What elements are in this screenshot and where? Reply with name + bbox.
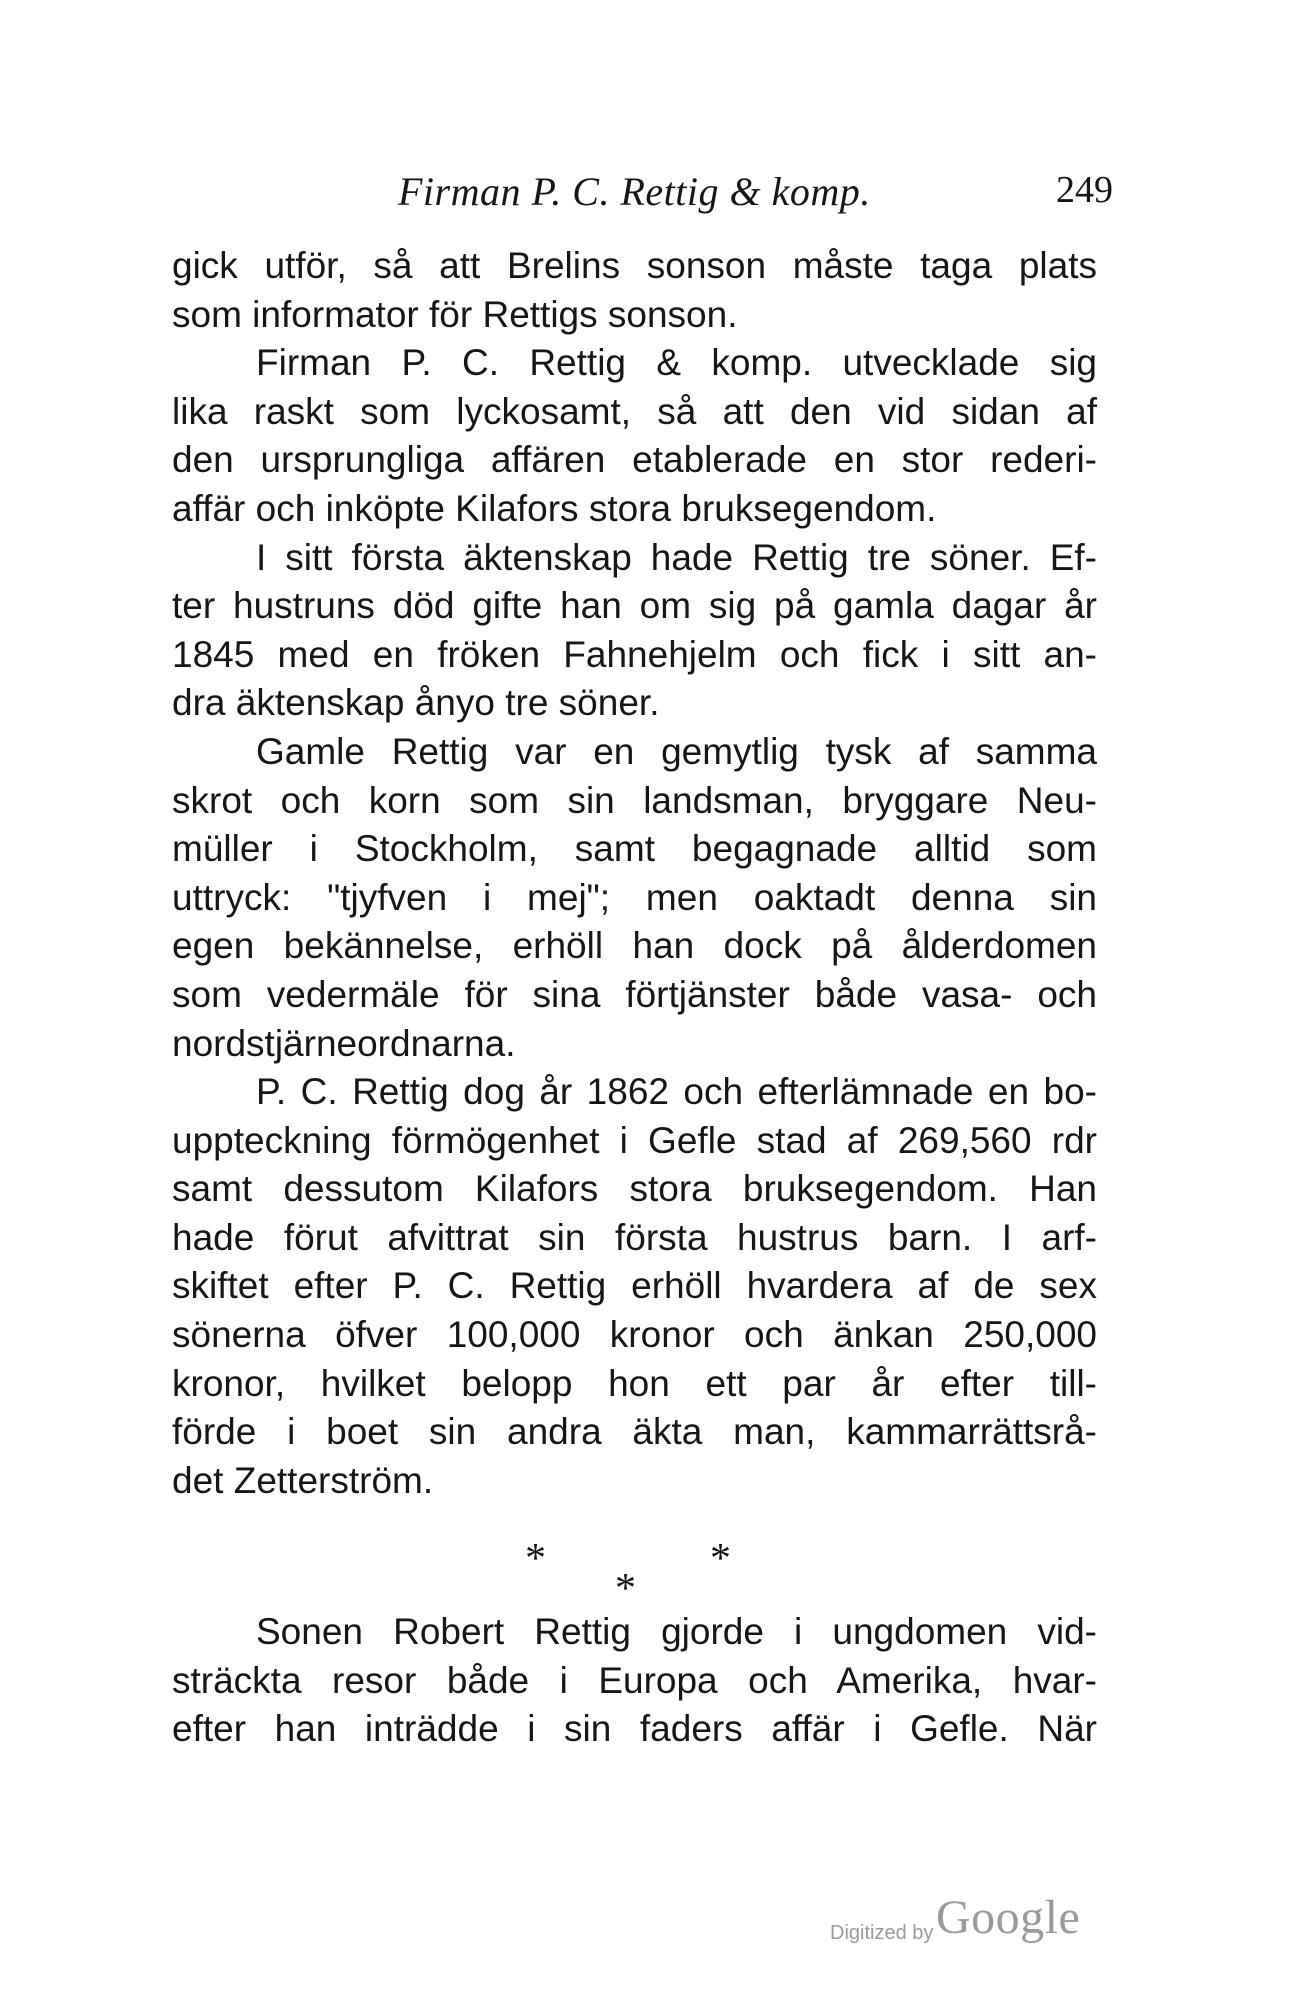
text-line: affär och inköpte Kilafors stora bruksegendom.: [172, 487, 937, 529]
text-line: Sonen Robert Rettig gjorde i ungdomen vid-: [256, 1611, 1097, 1652]
watermark-caption: Digitized by: [830, 1922, 934, 1944]
text-line: samt dessutom Kilafors stora bruksegendom. Han: [172, 1168, 1097, 1210]
page-header: [398, 168, 1113, 228]
text-line: efter han inträdde i sin faders affär i Gefle. När: [172, 1708, 1097, 1750]
page-number: 249: [1056, 169, 1113, 211]
digitized-watermark: [830, 1890, 1100, 1960]
text-line: P. C. Rettig dog år 1862 och efterlämnade en bo-: [256, 1071, 1097, 1113]
text-line: Gamle Rettig var en gemytlig tysk af samma: [256, 730, 1097, 772]
text-line: 1845 med en fröken Fahnehjelm och fick i sitt an-: [172, 633, 1097, 675]
text-line: uppteckning förmögenhet i Gefle stad af 269,560 rdr: [172, 1119, 1097, 1161]
text-line: det Zetterström.: [172, 1459, 434, 1501]
text-line: den ursprungliga affären etablerade en stor rederi-: [172, 439, 1097, 481]
text-line: som informator för Rettigs sonson.: [172, 293, 738, 335]
main-text: [172, 242, 1097, 1505]
text-line: ter hustruns död gifte han om sig på gamla dagar år: [172, 585, 1097, 627]
text-line: skiftet efter P. C. Rettig erhöll hvardera af de sex: [172, 1265, 1097, 1307]
text-line: sönerna öfver 100,000 kronor och änkan 250,000: [172, 1314, 1097, 1356]
text-line: som vedermäle för sina förtjänster både vasa- och: [172, 973, 1097, 1015]
text-line: skrot och korn som sin landsman, bryggare Neu-: [172, 779, 1097, 821]
text-line: lika raskt som lyckosamt, så att den vid sidan af: [172, 390, 1097, 432]
text-line: uttryck: "tjyfven i mej"; men oaktadt denna sin: [172, 876, 1097, 918]
asterisk: *: [615, 1566, 636, 1612]
text-line: I sitt första äktenskap hade Rettig tre söner. Ef-: [256, 536, 1097, 578]
text-line: Firman P. C. Rettig & komp. utvecklade sig: [256, 342, 1097, 384]
running-title: Firman P. C. Rettig & komp.: [398, 169, 871, 214]
text-line: dra äktenskap ånyo tre söner.: [172, 682, 660, 724]
text-line: kronor, hvilket belopp hon ett par år efter till-: [172, 1362, 1097, 1404]
main-text-continued: [172, 1608, 1097, 1754]
text-line: sträckta resor både i Europa och Amerika, hvar-: [172, 1659, 1097, 1701]
text-line: egen bekännelse, erhöll han dock på ålderdomen: [172, 925, 1097, 967]
asterisk: *: [525, 1536, 546, 1582]
text-line: hade förut afvittrat sin första hustrus barn. I arf-: [172, 1216, 1097, 1258]
text-line: nordstjärneordnarna.: [172, 1022, 516, 1064]
text-line: förde i boet sin andra äkta man, kammarrättsrå-: [172, 1411, 1097, 1453]
text-line: gick utför, så att Brelins sonson måste taga plats: [172, 245, 1097, 286]
google-logo: Google: [936, 1891, 1081, 1944]
text-line: müller i Stockholm, samt begagnade alltid som: [172, 828, 1097, 870]
asterisk: *: [710, 1536, 731, 1582]
